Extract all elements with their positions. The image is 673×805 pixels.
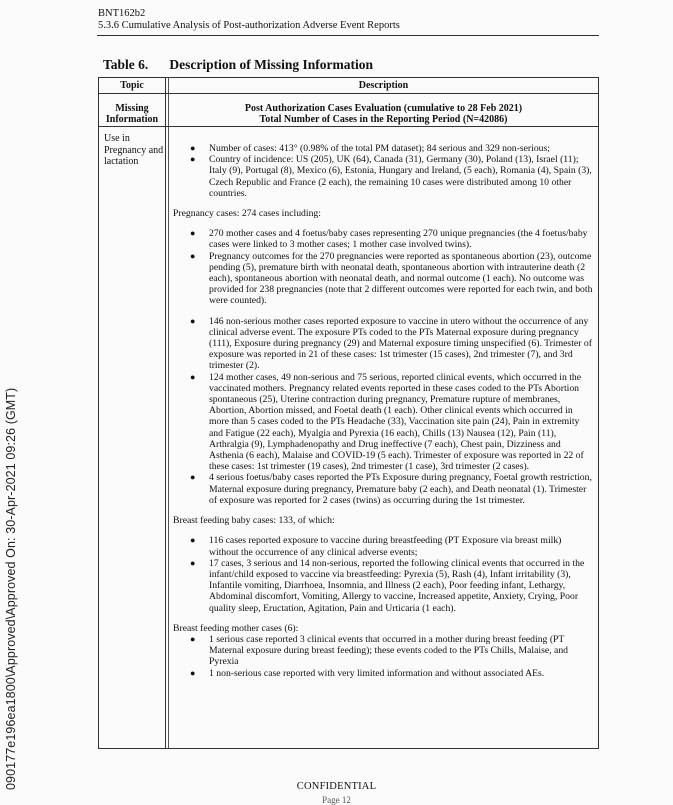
list-item: ● 124 mother cases, 49 non-serious and 75 serious, reported clinical events, which occurred in the vaccinated mothers. Pregnancy related events reported in these cases coded to the PTs Abortion spontaneous (25), Uterine contraction during pregnancy, Premature rupture of membranes, Abortion, Abortion missed, and Foetal death (1 each). Other clinical events which occurred in more than 5 cases coded to the PTs Headache (33), Vaccination site pain (24), Pain in extremity and Fatigue (22 each), Myalgia and Pyrexia (16 each), Chills (13) Nausea (12), Pain (11), Arthralgia (9), Lymphadenopathy and Drug ineffective (7 each), Chest pain, Dizziness and Asthenia (6 each), Malaise and COVID-19 (5 each). Trimester of exposure was reported in 22 of these cases: 1st trimester (19 cases), 2nd trimester (1 case), 3rd trimester (2 cases).: [190, 371, 584, 473]
list-item: ● 116 cases reported exposure to vaccine during breastfeeding (PT Exposure via breast milk) without the occurrence of any clinical adverse events;: [190, 535, 562, 558]
breastfeeding-baby-list: [173, 535, 593, 613]
section-title: 5.3.6 Cumulative Analysis of Post-authorization Adverse Event Reports: [98, 20, 400, 31]
pregnancy-list-a: [173, 228, 593, 306]
subheader-row-rule: [99, 126, 598, 127]
description-body: [173, 143, 593, 679]
header-row-rule: [99, 93, 598, 94]
list-item: ● 146 non-serious mother cases reported exposure to vaccine in utero without the occurrence of any clinical adverse event. The exposure PTs coded to the PTs Maternal exposure during pregnancy (111), Exposure during pregnancy (29) and Maternal exposure timing unspecified (6). Trimester of exposure was reported in 21 of these cases: 1st trimester (15 cases), 2nd trimester (7), and 3rd trimester (2).: [190, 315, 592, 372]
pregnancy-list-b: [173, 316, 593, 506]
col-header-topic: Topic: [120, 80, 144, 91]
breastfeeding-baby-heading: Breast feeding baby cases: 133, of which:: [173, 515, 335, 527]
page-header: [98, 8, 400, 32]
topic-pregnancy-lactation: Use in Pregnancy and lactation: [104, 133, 164, 167]
list-item: ● 270 mother cases and 4 foetus/baby cases representing 270 unique pregnancies (the 4 foetus/baby cases were linked to 3 mother cases; 1 mother case involved twins).: [190, 228, 588, 251]
topic-missing-information: Missing Information: [105, 103, 159, 125]
list-item: ● 1 non-serious case reported with very limited information and without associated AEs.: [190, 667, 545, 679]
summary-list: [173, 143, 593, 199]
col-header-description: Description: [358, 80, 409, 91]
missing-information-table: [98, 77, 599, 749]
list-item: ● 4 serious foetus/baby cases reported the PTs Exposure during pregnancy, Foetal growth restriction, Maternal exposure during pregnancy, Premature baby (2 each), and Death neonatal (1). Trimester of exposure was reported for 2 cases (twins) as occurring during the 1st trimester.: [190, 472, 592, 506]
column-divider-inner: [168, 78, 169, 748]
page-number: Page 12: [322, 795, 351, 805]
breastfeeding-mother-list: [173, 634, 593, 679]
description-heading: Post Authorization Cases Evaluation (cumulative to 28 Feb 2021) Total Number of Cases in the Reporting Period (N=42086): [244, 103, 523, 125]
list-item: ● 1 serious case reported 3 clinical events that occurred in a mother during breast feeding (PT Maternal exposure during breast feeding); these events coded to the PTs Chills, Malaise, and Pyrexia: [190, 633, 569, 668]
pregnancy-heading: Pregnancy cases: 274 cases including:: [173, 208, 321, 220]
list-item: ● Pregnancy outcomes for the 270 pregnancies were reported as spontaneous abortion (23), outcome pending (5), premature birth with neonatal death, spontaneous abortion with intrauterine death (2 each), spontaneous abortion with neonatal death, and normal outcome (1 each). No outcome was provided for 238 pregnancies (note that 2 different outcomes were reported for each twin, and both were counted).: [190, 250, 593, 307]
list-item: ● Country of incidence: US (205), UK (64), Canada (31), Germany (30), Poland (13), Israel (11); Italy (9), Portugal (8), Mexico (6), Estonia, Hungary and Ireland, (5 each), Romania (4), Spain (3), Czech Republic and France (2 each), the remaining 10 cases were distributed among 10 other countries.: [190, 154, 592, 199]
table-caption: Description of Missing Information: [169, 57, 373, 72]
approval-watermark: 090177e196ea1800\Approved\Approved On: 30-Apr-2021 09:26 (GMT): [4, 387, 18, 790]
header-rule: [97, 35, 599, 36]
breastfeeding-mother-heading: Breast feeding mother cases (6):: [173, 622, 299, 634]
confidential-footer: CONFIDENTIAL: [296, 781, 377, 792]
product-name: BNT162b2: [98, 8, 146, 19]
list-item: ● 17 cases, 3 serious and 14 non-serious, reported the following clinical events that occurred in the infant/child exposed to vaccine via breastfeeding: Pyrexia (5), Rash (4), Infant irritability (3), Infantile vomiting, Diarrhoea, Insomnia, and Illness (2 each), Poor feeding infant, Lethargy, Abdominal discomfort, Vomiting, Allergy to vaccine, Increased appetite, Anxiety, Crying, Poor quality sleep, Eructation, Agitation, Pain and Urticaria (1 each).: [190, 557, 585, 614]
column-divider: [165, 78, 166, 748]
table-label: Table 6.: [103, 57, 149, 72]
list-item: ● Number of cases: 413° (0.98% of the total PM dataset); 84 serious and 329 non-serious;: [190, 143, 550, 154]
table-title: [103, 57, 373, 73]
